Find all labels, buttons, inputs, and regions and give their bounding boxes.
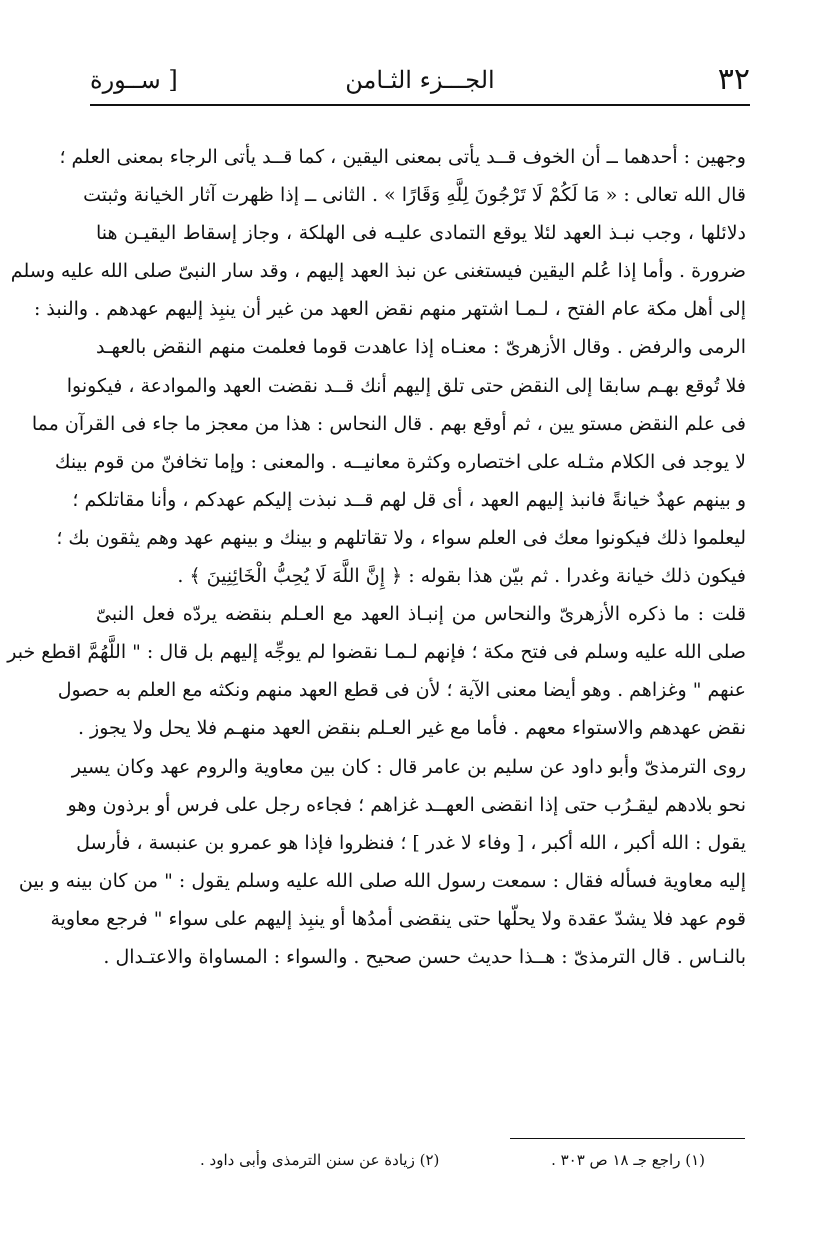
text-line: إلى أهل مكة عام الفتح ، لـمـا اشتهر منهم نقض العهد من غير أن ينبِذ إليهم عهدهم . والنبذ : bbox=[33, 298, 746, 321]
page-number: ٣٢ bbox=[717, 62, 750, 97]
text-line: و بينهم عهدٌ خيانةً فانبذ إليهم العهد ، أى قل لهم قــد نبذت إليكم عهدكم ، وأنا مقاتلكم ؛ bbox=[72, 488, 746, 511]
text-line: قلت : ما ذكره الأزهرىّ والنحاس من إنبـاذ العهد مع العـلم بنقضه يردّه فعل النبىّ bbox=[96, 603, 746, 626]
text-line: الرمى والرفض . وقال الأزهرىّ : معنـاه إذا عاهدت قوما فعلمت منهم النقض بالعهـد bbox=[96, 336, 746, 359]
text-line: فيكون ذلك خيانة وغدرا . ثم بيّن هذا بقوله : ﴿ إِنَّ اللَّهَ لَا يُحِبُّ الْخَائِنِينَ ﴾ . bbox=[177, 565, 746, 588]
text-line: قال الله تعالى : « مَا لَكُمْ لَا تَرْجُونَ لِلَّهِ وَقَارًا » . الثانى ــ إذا ظهرت آثار الخيانة وثبتت bbox=[83, 184, 746, 207]
text-line: عنهم " وغزاهم . وهو أيضا معنى الآية ؛ لأن فى قطع العهد منهم ونكثه مع العلم به حصول bbox=[57, 679, 746, 702]
footnote-rule bbox=[510, 1138, 745, 1139]
text-line: قوم عهد فلا يشدّ عقدة ولا يحلّها حتى ينقضى أمدُها أو ينبِذ إليهم على سواء " فرجع معاوية bbox=[50, 907, 746, 930]
body-text bbox=[7, 138, 746, 976]
text-line: روى الترمذىّ وأبو داود عن سليم بن عامر قال : كان بين معاوية والروم عهد وكان يسير bbox=[71, 755, 746, 778]
text-line: دلائلها ، وجب نبـذ العهد لئلا يوقع التمادى عليـه فى الهلكة ، وجاز إسقاط اليقيـن هنا bbox=[96, 222, 746, 245]
text-line: نقض عهدهم والاستواء معهم . فأما مع غير العـلم بنقض العهد منهـم فلا يحل ولا يجوز . bbox=[77, 717, 746, 740]
footnote-1: (١) راجع جـ ١٨ ص ٣٠٣ . bbox=[551, 1151, 705, 1169]
text-line: ليعلموا ذلك فيكونوا معك فى العلم سواء ، ولا تقاتلهم و بينك و بينهم عهد وهم يثقون بك ؛ bbox=[56, 526, 746, 549]
footnotes bbox=[200, 1144, 705, 1176]
text-line: وجهين : أحدهما ــ أن الخوف قــد يأتى بمعنى اليقين ، كما قــد يأتى الرجاء بمعنى العلم ؛ bbox=[59, 146, 746, 168]
header-rule bbox=[90, 104, 750, 106]
text-line: يقول : الله أكبر ، الله أكبر ، [ وفاء لا غدر ] ؛ فنظروا فإذا هو عمرو بن عنبسة ، فأرسل bbox=[76, 831, 746, 854]
text-line: لا يوجد فى الكلام مثـله على اختصاره وكثرة معانيــه . والمعنى : وإما تخافنّ من قوم بينك bbox=[54, 450, 746, 473]
page-header bbox=[90, 60, 750, 100]
text-line: صلى الله عليه وسلم فى فتح مكة ؛ فإنهم لـمـا نقضوا لم يوجِّه إليهم بل قال : " اللَّهُمَّ اقطع خبر bbox=[7, 641, 746, 664]
text-line: بالنـاس . قال الترمذىّ : هــذا حديث حسن صحيح . والسواء : المساواة والاعتـدال . bbox=[103, 945, 746, 968]
footnote-2: (٢) زيادة عن سنن الترمذى وأبى داود . bbox=[200, 1151, 440, 1169]
text-line: إليه معاوية فسأله فقال : سمعت رسول الله صلى الله عليه وسلم يقول : " من كان بينه و بين bbox=[18, 869, 746, 892]
part-title: الجـــزء الثـامن bbox=[345, 66, 495, 94]
text-line: فى علم النقض مستو يين ، ثم أوقع بهم . قال النحاس : هذا من معجز ما جاء فى القرآن مما bbox=[31, 412, 746, 435]
text-line: ضرورة . وأما إذا عُلم اليقين فيستغنى عن نبذ العهد إليهم ، وقد سار النبىّ صلى الله عليه وسلم bbox=[10, 260, 746, 283]
sura-label: [ ســورة bbox=[90, 66, 178, 94]
text-line: فلا تُوقع بهـم سابقا إلى النقض حتى تلق إليهم أنك قــد نقضت العهد والموادعة ، فيكونوا bbox=[66, 374, 746, 397]
text-line: نحو بلادهم ليقـرُب حتى إذا انقضى العهــد غزاهم ؛ فجاءه رجل على فرس أو برذون وهو bbox=[67, 793, 746, 816]
